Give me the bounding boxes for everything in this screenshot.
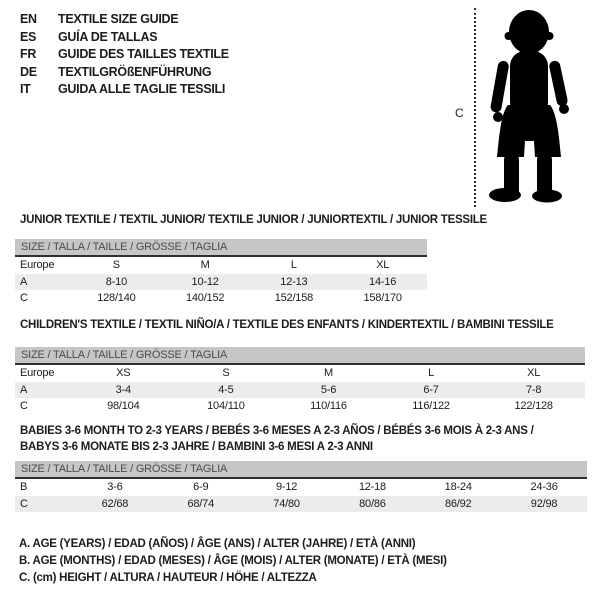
row-label: Europe <box>20 367 55 380</box>
table-cell: L <box>428 367 435 380</box>
language-row <box>20 64 229 82</box>
table-body <box>15 365 585 415</box>
row-label: A <box>20 275 28 288</box>
size-header-bar: SIZE / TALLA / TAILLE / GRÖSSE / TAGLIA <box>15 461 587 479</box>
language-title: TEXTILGRÖßENFÜHRUNG <box>58 64 212 79</box>
language-code: DE <box>20 64 37 79</box>
table-cell: 152/158 <box>274 292 314 305</box>
table-cell: XL <box>527 367 541 380</box>
language-row <box>20 11 229 29</box>
table-cell: 3-6 <box>107 481 123 494</box>
baby-silhouette-icon <box>484 5 596 210</box>
table-cell: S <box>222 367 230 380</box>
babies-size-table <box>15 461 587 512</box>
table-cell: 10-12 <box>191 275 219 288</box>
row-label: C <box>20 497 28 510</box>
language-row <box>20 29 229 47</box>
table-row <box>15 382 585 399</box>
language-code: FR <box>20 47 37 61</box>
height-dotted-line <box>474 8 476 207</box>
table-cell: 9-12 <box>275 481 298 494</box>
legend-note-b: B. AGE (MONTHS) / EDAD (MESES) / ÂGE (MOIS) / ALTER (MONATE) / ETÀ (MESI) <box>19 555 447 568</box>
table-cell: 24-36 <box>530 481 558 494</box>
table-row <box>15 398 585 415</box>
section-title-children: CHILDREN'S TEXTILE / TEXTIL NIÑO/A / TEXTILE DES ENFANTS / KINDERTEXTIL / BAMBINI TESSILE <box>20 319 554 331</box>
language-code: ES <box>20 29 37 44</box>
size-header-bar: SIZE / TALLA / TAILLE / GRÖSSE / TAGLIA <box>15 347 585 365</box>
table-cell: 6-9 <box>193 481 209 494</box>
table-row <box>15 257 427 274</box>
table-cell: XS <box>116 367 131 380</box>
language-row <box>20 46 229 64</box>
table-cell: S <box>112 259 120 272</box>
language-title-block <box>20 11 229 99</box>
table-cell: 14-16 <box>369 275 397 288</box>
table-cell: XL <box>376 259 390 272</box>
table-row <box>15 479 587 496</box>
legend-note-a: A. AGE (YEARS) / EDAD (AÑOS) / ÂGE (ANS) / ALTER (JAHRE) / ETÀ (ANNI) <box>19 538 416 550</box>
table-cell: 140/152 <box>185 292 225 305</box>
language-title: GUÍA DE TALLAS <box>58 29 158 44</box>
table-cell: 8-10 <box>105 275 127 288</box>
row-label: B <box>20 481 28 494</box>
table-cell: 80/86 <box>359 497 386 510</box>
table-cell: 110/116 <box>310 400 347 413</box>
section-title-line: BABIES 3-6 MONTH TO 2-3 YEARS / BEBÉS 3-6 MESES A 2-3 AÑOS / BÉBÉS 3-6 MOIS À 2-3 ANS / <box>20 425 534 437</box>
row-label: C <box>20 400 28 413</box>
height-measure-label: C <box>455 106 464 120</box>
table-cell: 4-5 <box>218 383 234 396</box>
section-title-line: BABYS 3-6 MONATE BIS 2-3 JAHRE / BAMBINI 3-6 MESI A 2-3 ANNI <box>20 441 373 453</box>
table-cell: 104/110 <box>207 400 245 413</box>
table-cell: 74/80 <box>273 497 300 510</box>
table-cell: 12-18 <box>358 481 386 494</box>
table-row <box>15 365 585 382</box>
legend-notes <box>19 536 579 588</box>
table-body <box>15 257 427 307</box>
table-row <box>15 274 427 291</box>
table-cell: 116/122 <box>412 400 450 413</box>
table-cell: M <box>324 367 333 380</box>
table-cell: 12-13 <box>280 275 308 288</box>
section-title-junior: JUNIOR TEXTILE / TEXTIL JUNIOR/ TEXTILE JUNIOR / JUNIORTEXTIL / JUNIOR TESSILE <box>20 214 487 226</box>
table-cell: 18-24 <box>444 481 472 494</box>
section-title-babies <box>20 423 590 455</box>
table-cell: 158/170 <box>363 292 402 305</box>
language-code: EN <box>20 12 37 26</box>
language-title: TEXTILE SIZE GUIDE <box>58 12 179 26</box>
language-title: GUIDA ALLE TAGLIE TESSILI <box>58 82 226 96</box>
table-cell: 6-7 <box>423 383 439 396</box>
row-label: Europe <box>20 259 55 272</box>
table-row <box>15 496 587 513</box>
size-header-bar: SIZE / TALLA / TAILLE / GRÖSSE / TAGLIA <box>15 239 427 257</box>
language-row <box>20 81 229 99</box>
table-cell: 122/128 <box>514 400 553 413</box>
table-cell: 5-6 <box>320 383 337 396</box>
table-cell: 128/140 <box>97 292 136 305</box>
table-row <box>15 290 427 307</box>
children-size-table <box>15 347 585 415</box>
table-cell: 98/104 <box>107 400 140 413</box>
table-cell: 62/68 <box>101 497 129 510</box>
table-cell: 7-8 <box>526 383 542 396</box>
table-body <box>15 479 587 512</box>
table-cell: 86/92 <box>444 497 472 510</box>
language-code: IT <box>20 82 31 96</box>
junior-size-table <box>15 239 427 307</box>
legend-note-c: C. (cm) HEIGHT / ALTURA / HAUTEUR / HÖHE / ALTEZZA <box>19 572 317 585</box>
table-cell: M <box>200 259 210 272</box>
table-cell: L <box>290 259 297 272</box>
row-label: A <box>20 383 28 396</box>
language-title: GUIDE DES TAILLES TEXTILE <box>58 47 229 61</box>
table-cell: 68/74 <box>187 497 214 510</box>
table-cell: 3-4 <box>115 383 131 396</box>
row-label: C <box>20 292 28 305</box>
table-cell: 92/98 <box>530 497 558 510</box>
